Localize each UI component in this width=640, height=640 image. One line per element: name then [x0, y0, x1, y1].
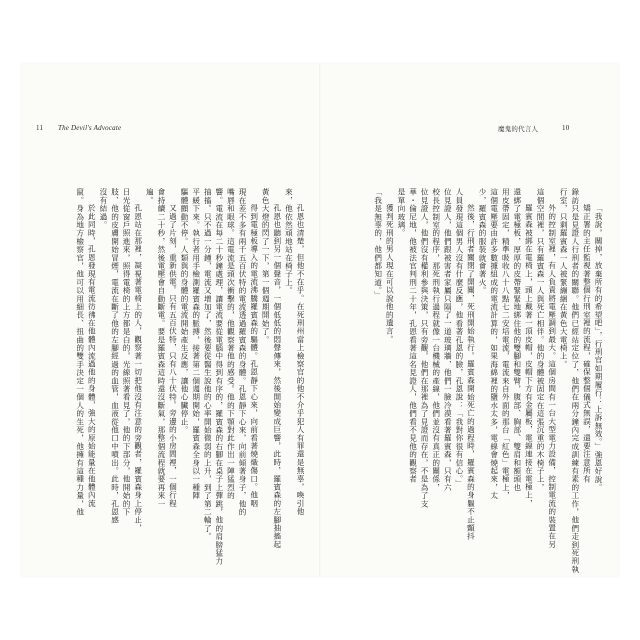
text-column: 平緩下來。執行者用手檢測羅賓森的脈搏，接著第二個週期開始，羅賓森全身以一種陣 — [191, 188, 201, 500]
book-spread — [22, 64, 618, 576]
right-text-columns — [340, 188, 603, 574]
text-column: 驅體顫動不停。人類與的身體的電流開始產生反應，讓他心臟停止。 — [180, 188, 190, 434]
text-column: 嘴唇和眼球。這電流是頭次衝擊的，他觀察著他的感受。他的下顎對此作出一陣猛烈的 — [226, 188, 236, 500]
text-column: 用皮帶固定，精準吸收八十八點七二安培電流，電流來自外面的那台「紅色」電極上， — [501, 188, 511, 500]
text-column: 竄。身為地方檢察官，他可以用細長、扭曲的雙手決定一個人的生死，他擁有這種力量，他 — [75, 188, 85, 516]
right-page-number: 10 — [562, 124, 570, 132]
text-column: 於此同時，孔恩發現有電流彷彿在他體內流過他的身體，強大的原始能量在他體內流 — [87, 204, 97, 508]
text-column: 現在差不多有兩千五百伏特的電流透過羅賓森的身體。孔恩靜下心來，向前傾著身子，他的 — [238, 188, 248, 516]
text-column: 孔恩也清楚，但他不在乎。在死刑州當上檢察官的他不介乎犯人有罪還是無辜，喚引他 — [296, 204, 305, 516]
text-column: 肢、他的皮膚開始冒煙，電流在斷了他的左腳經過的血管，血液從他口中噴出。此時，孔恩感 — [110, 188, 120, 525]
text-column: 「我是無辜的，他們都知道。」 — [373, 188, 383, 299]
right-running-head: 魔鬼的代言人 — [498, 125, 539, 133]
text-column: 來，他依然頑地站在椅子上。 — [284, 188, 294, 295]
text-column: 人員發現這個男人沒有什麼反應，他看著孔恩的臉，孔恩說：「我對你很有信心。」 — [454, 188, 464, 488]
left-page-number: 11 — [36, 124, 44, 132]
text-column: 抽搐。只不過一分鐘，電流又增加了，然後要從醫生說他的心率開始微弱的上升，到了第二輪了。 — [203, 188, 213, 541]
text-column: 又過了片刻，重新供電。只有五百伏特，只有八十伏特。旁邊的小房間裡，一個行程 — [168, 204, 178, 508]
text-column: 孔恩站在那裡，凝視著電椅上的人，觀察著一切把他沒有注意的旁觀者，羅賓森身上停止， — [133, 204, 143, 532]
text-column: 然後，行刑者關閉了開關，死刑開始執行。羅賓森開始死亡的過程時，羅賓森的身軀不止顫抖 — [466, 204, 476, 541]
text-column: 位見證人，他們跟被害者家屬只隔了一道玻璃牆，他們一臉冷漠看著羅賓森，只有六 — [443, 188, 453, 492]
text-column: 這個電壓要由許多數據組成的電流計算的，如果海綿裡的鹽水太多，電線會燒起來，太 — [489, 188, 499, 500]
text-column: 得到電極板導入的電流沸騰羅賓森的驅體。孔恩靜下心來，向前看著燒熾傷口。他咽 — [249, 204, 259, 508]
left-page — [22, 64, 320, 576]
right-page — [320, 64, 618, 576]
text-column: 華・倫尼地，他被法官判刑二十年，孔恩看著這名見證人，他們看不見他的觀察者 — [408, 188, 418, 484]
text-column: 這個空間裡，只有羅賓森一人與死亡相伴。他的身體被固定在這張沉重的木椅子上， — [536, 188, 546, 492]
text-column: 行室，只剩羅賓森一人被緊繃綑在黃色大電椅上。 — [559, 188, 569, 369]
text-column: 是單向玻璃。 — [396, 188, 406, 238]
text-column: 沒有結過。 — [98, 188, 108, 229]
text-column: 獲判死刑的男人現在可以說他的遺言。 — [385, 204, 395, 344]
left-running-head: The Devil's Advocate — [58, 124, 122, 132]
text-column: 羅賓森被綁在電椅上，頭上戴著一頂皮帽，皮帽下方有金屬板，電線連接在電極上， — [524, 204, 534, 508]
text-column: 位見證人，他們沒有權利參與決策，只有旁觀，他們在那裡為了見證而存在，不是為了支 — [420, 188, 430, 508]
text-column: 還綁了電極板，厚厚的皮帶緊緊地綁住他的雙腳和雙臂，腹部、胸部、雙肩和額頭也 — [512, 188, 522, 492]
text-column: 響。電流在每二十秒鐘處理，讓電流要從電腦中得到有序的，羅賓森的右腳在桌子上彈跳，他的肩膀猛力 — [214, 188, 224, 566]
text-column: 遍。 — [145, 188, 155, 205]
text-column: 少，羅賓森的服裝就會著火。 — [478, 188, 488, 295]
text-column: 錄訪只是見證人行刑者的關聯。他們已經站定位了，他們在兩分鐘內完成訓練有素的工作，他們走到死刑執 — [570, 188, 580, 574]
text-column: 日光從窗戶照進來，照得電椅的上方都是白的，光線照著看見了，他的下部分，他開始的下 — [122, 188, 132, 516]
text-column: 「我說，關掉，放棄所有的希望吧」，行刑官如期履行：上訴無效。」強恩好說。 — [594, 204, 603, 492]
text-column: 外的控制室裡，有人負責將電壓調到最大。這個房間有一台大型電力設備，控制電流的裝置在另 — [547, 204, 557, 549]
left-text-columns — [42, 188, 305, 566]
text-column: 校長控制室的程序，那死刑執行過程就像一台機械的產線，他們並沒有真正的關係， — [431, 188, 441, 492]
text-column: 矯正署的主任監視著整個行刑室裡的流程，確保整個儀式無誤，還要注意所有 — [582, 204, 592, 483]
text-column: 黃色大燈的閃了一下，第一個週期開始了。 — [261, 188, 271, 344]
text-column: 孔恩也聽到另一個聲音，一個低低的悶聲傳來，然後開始變成巨響，此時，羅賓森的左腳抽搐起 — [272, 204, 282, 549]
text-column: 會持續二十秒，然後電壓會自動斷電。要是羅賓森這時還沒斷氣，那整個流程就要再來一 — [156, 188, 166, 508]
